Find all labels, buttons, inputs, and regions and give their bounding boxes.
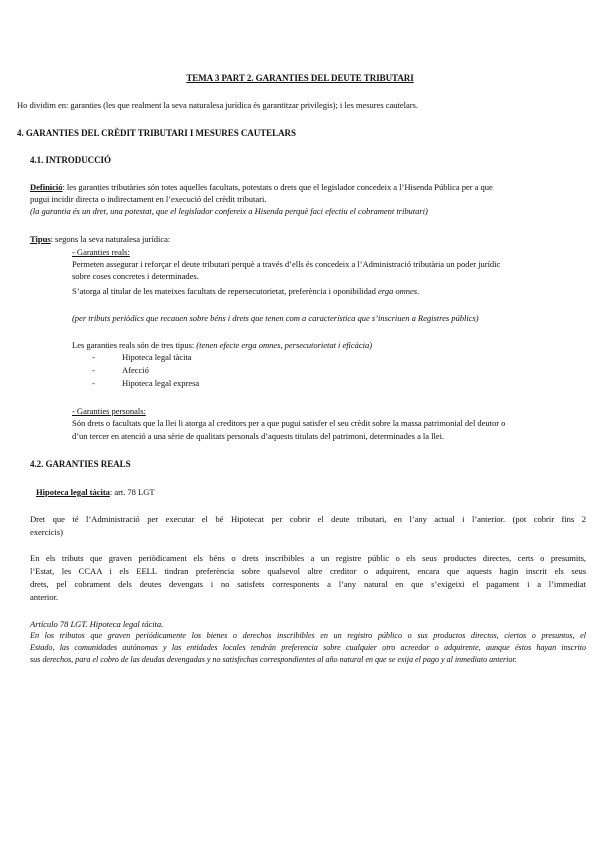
reals-line-2: sobre coses concretes i determinades. [72,271,199,281]
article-heading: Artículo 78 LGT. Hipoteca legal tácita. [30,619,164,629]
personals-line-1: Són drets o facultats que la llei li atorga al creditors per a que pugui satisfer el seu crèdit sobre la massa patrimonial del deutor o [72,418,506,428]
list-item-label: Afecció [122,365,149,375]
definition-line-1 [30,181,583,193]
hipoteca-line [36,486,155,498]
article-line-2: Estado, las comunidades autónomas y las entidades locales tendrán preferencia sobre cualquier otro acreedor o adquirente, aunque éstos hayan inscrito [30,643,586,652]
dret-line-1: Dret que té l’Administració per executar el bé Hipotecat per cobrir el deute tributari, en l’any actual i l’anterior. (pot cobrir fins 2 [30,514,586,524]
list-item [92,364,149,376]
tres-tipus-note: (tenen efecte erga omnes, persecutorietat i eficàcia) [196,340,373,350]
hipoteca-label: Hipoteca legal tàcita [36,487,110,497]
tipus-line [30,233,170,245]
dret-line-2: exercicis) [30,527,63,537]
tipus-label: Tipus [30,234,51,244]
definition-note: (la garantia és un dret, una potestat, que el legislador confereix a Hisenda perquè faci efectiu el cobrament tributari) [30,206,428,216]
reals-note: (per tributs periòdics que recauen sobre béns i drets que tenen com a característica que s’inscriuen a Registres públics) [72,313,479,323]
definition-label: Definició [30,182,63,192]
definition-text: : les garanties tributàries són totes aquelles facultats, potestats o drets que el legislador concedeix a l’Hisenda Pública per a que [62,182,493,192]
tipus-text: : segons la seva naturalesa jurídica: [50,234,171,244]
article-line-3: sus derechos, para el cobro de las deudas devengadas y no satisfechas correspondientes al año natural en que se exija el pago y al inmediato anterior. [30,655,517,664]
bullet-dash: - [92,378,95,388]
article-line-1: En los tributos que graven periódicamente los bienes o derechos inscribibles en un registro público o sus productos directos, ciertos o presuntos, el [30,631,586,640]
personals-line-2: d’un tercer en atenció a una sèrie de qualitats personals d’aquests titulats del patrimoni, determinades a la llei. [72,431,445,441]
tributs-line-4: anterior. [30,592,58,602]
bullet-dash: - [92,365,95,375]
reals-line-1: Permeten assegurar i reforçar el deute tributari perquè a través d’ells és concedeix a l’Administració tributària un poder jurídic [72,259,501,269]
intro-paragraph: Ho dividim en: garanties (les que realment la seva naturalesa jurídica és garantitzar privilegis); i les mesures cautelars. [17,100,418,110]
subsection-4-2-heading: 4.2. GARANTIES REALS [30,459,131,469]
definition-line-2: pugui incidir directa o indirectament en l’execució del crèdit tributari. [30,194,267,204]
list-item [92,351,192,363]
subsection-4-1-heading: 4.1. INTRODUCCIÓ [30,155,111,165]
reals-line-3-end: . [417,286,420,296]
reals-line-3 [72,285,419,297]
erga-omnes-term: erga omnes [378,286,418,296]
tributs-line-1: En els tributs que graven periòdicament els béns o drets inscribibles a un registre públic o els seus productes directes, certs o presumits, [30,553,586,563]
tributs-line-3: drets, pel cobrament dels deutes devengats i no satisfets corresponents a l’any natural en que s’exigeixi el pagament i a l’immediat [30,579,586,589]
tres-tipus-line [72,339,372,351]
section-4-heading: 4. GARANTIES DEL CRÈDIT TRIBUTARI I MESURES CAUTELARS [17,128,296,138]
tributs-line-2: l’Estat, les CCAA i els EELL tindran preferència sobre qualsevol altre creditor o adquirent, encara que aquests hagin inscrit els seus [30,566,586,576]
tres-tipus-text: Les garanties reals són de tres tipus: [72,340,197,350]
page-title: TEMA 3 PART 2. GARANTIES DEL DEUTE TRIBUTARI [186,73,414,83]
personals-heading: - Garanties personals: [72,406,146,416]
bullet-dash: - [92,352,95,362]
hipoteca-text: : art. 78 LGT [109,487,155,497]
reals-heading: - Garanties reals: [72,247,130,257]
reals-line-3-text: S’atorga al titular de les mateixes facultats de repersecutorietat, preferència i oponibilidad [72,286,379,296]
list-item-label: Hipoteca legal expresa [122,378,200,388]
list-item [92,377,199,389]
list-item-label: Hipoteca legal tàcita [122,352,192,362]
